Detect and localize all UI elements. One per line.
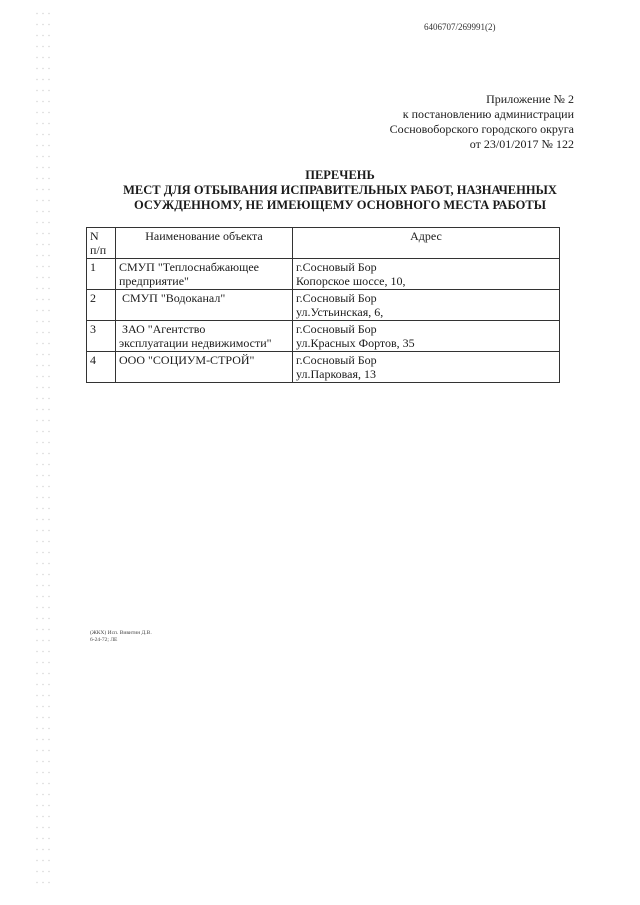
row-address-line-2: ул.Устьинская, 6, (296, 305, 384, 319)
row-address-line-1: г.Сосновый Бор (296, 353, 377, 367)
row-address (293, 290, 560, 321)
executor-line-1: (ЖКХ) Исп. Вивитин Д.В. (90, 630, 152, 636)
header-num-line-1: N (90, 229, 99, 243)
appendix-line-3: Сосновоборского городского округа (389, 122, 574, 136)
appendix-block (390, 92, 574, 152)
heading-line-3: ОСУЖДЕННОМУ, НЕ ИМЕЮЩЕМУ ОСНОВНОГО МЕСТА РАБОТЫ (133, 198, 547, 212)
scan-margin-marks (34, 8, 50, 888)
row-name-line-1: СМУП "Водоканал" (119, 291, 226, 305)
table-row (87, 352, 560, 383)
row-address-line-1: г.Сосновый Бор (296, 322, 377, 336)
appendix-line-1: Приложение № 2 (486, 92, 574, 106)
executor-note (90, 630, 152, 644)
row-num: 2 (87, 290, 116, 321)
heading-line-2: МЕСТ ДЛЯ ОТБЫВАНИЯ ИСПРАВИТЕЛЬНЫХ РАБОТ, НАЗНАЧЕННЫХ (123, 183, 557, 197)
row-address-line-2: ул.Парковая, 13 (296, 367, 377, 381)
locations-table (86, 227, 560, 383)
document-heading (60, 168, 620, 213)
appendix-line-4: от 23/01/2017 № 122 (469, 137, 574, 151)
row-name (116, 290, 293, 321)
table-row (87, 259, 560, 290)
row-address (293, 259, 560, 290)
row-num: 4 (87, 352, 116, 383)
heading-line-1: ПЕРЕЧЕНЬ (305, 168, 375, 182)
table-header-row (87, 228, 560, 259)
header-num (87, 228, 116, 259)
row-address-line-1: г.Сосновый Бор (296, 291, 377, 305)
row-address-line-1: г.Сосновый Бор (296, 260, 377, 274)
document-number: 6406707/269991(2) (424, 22, 496, 32)
row-name (116, 352, 293, 383)
row-name-line-1: ЗАО "Агентство (119, 322, 206, 336)
row-address (293, 321, 560, 352)
row-name (116, 321, 293, 352)
table-row (87, 321, 560, 352)
row-address (293, 352, 560, 383)
row-name (116, 259, 293, 290)
row-name-line-2: эксплуатации недвижимости" (119, 336, 272, 350)
header-address: Адрес (293, 228, 560, 259)
appendix-line-2: к постановлению администрации (402, 107, 574, 121)
row-name-line-1: ООО "СОЦИУМ-СТРОЙ" (119, 353, 255, 367)
header-num-line-2: п/п (90, 243, 107, 257)
row-name-line-2: предприятие" (119, 274, 189, 288)
row-address-line-2: ул.Красных Фортов, 35 (296, 336, 415, 350)
row-address-line-2: Копорское шоссе, 10, (296, 274, 406, 288)
executor-line-2: 6-24-72; ЛЕ (90, 637, 118, 643)
header-name: Наименование объекта (116, 228, 293, 259)
row-num: 3 (87, 321, 116, 352)
row-name-line-1: СМУП "Теплоснабжающее (119, 260, 259, 274)
table-row (87, 290, 560, 321)
row-num: 1 (87, 259, 116, 290)
